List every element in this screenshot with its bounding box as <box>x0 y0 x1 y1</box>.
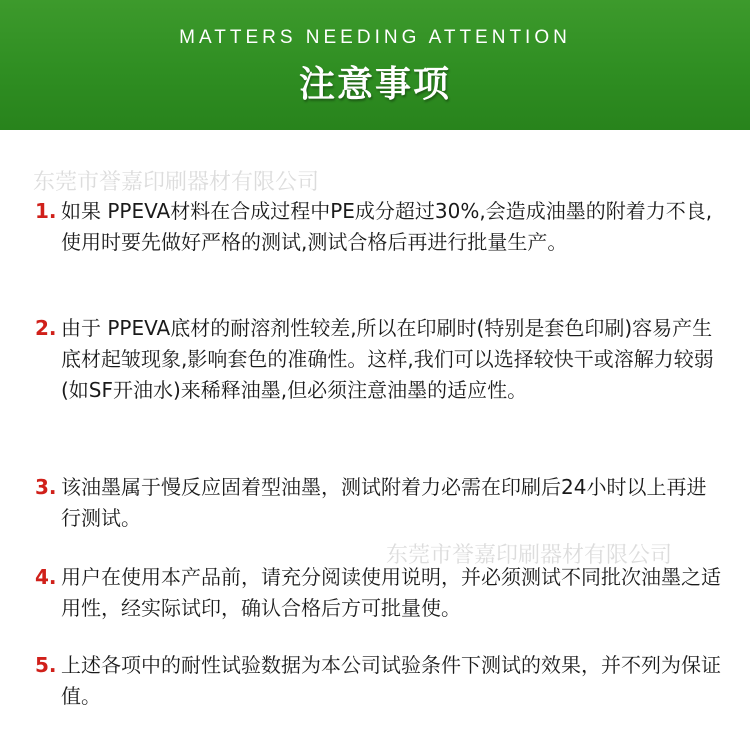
item-text: 上述各项中的耐性试验数据为本公司试验条件下测试的效果，并不列为保证值。 <box>61 653 721 708</box>
page-title: 注意事项 <box>298 64 451 105</box>
item-text: 该油墨属于慢反应固着型油墨，测试附着力必需在印刷后24小时以上再进行测试。 <box>61 475 707 530</box>
item-number: 2. <box>35 316 57 340</box>
item-text: 如果 PPEVA材料在合成过程中PE成分超过30%,会造成油墨的附着力不良,使用时要先做好严格的测试,测试合格后再进行批量生产。 <box>61 199 713 254</box>
item-number: 1. <box>35 199 57 223</box>
item-text: 用户在使用本产品前，请充分阅读使用说明，并必须测试不同批次油墨之适用性，经实际试印，确认合格后方可批量使。 <box>61 565 721 620</box>
item-number: 3. <box>35 475 57 499</box>
item-number: 4. <box>35 565 57 589</box>
watermark: 东莞市誉嘉印刷器材有限公司 <box>33 170 320 195</box>
item-number: 5. <box>35 653 57 677</box>
item-text: 由于 PPEVA底材的耐溶剂性较差,所以在印刷时(特别是套色印刷)容易产生底材起皱现象,影响套色的准确性。这样,我们可以选择较快干或溶解力较弱(如SF开油水)来稀释油墨,但必须注意油墨的适应性。 <box>61 316 714 402</box>
watermark: 东莞市誉嘉印刷器材有限公司 <box>386 543 673 568</box>
header-subtitle: MATTERS NEEDING ATTENTION <box>179 27 571 48</box>
header-banner <box>0 0 750 130</box>
